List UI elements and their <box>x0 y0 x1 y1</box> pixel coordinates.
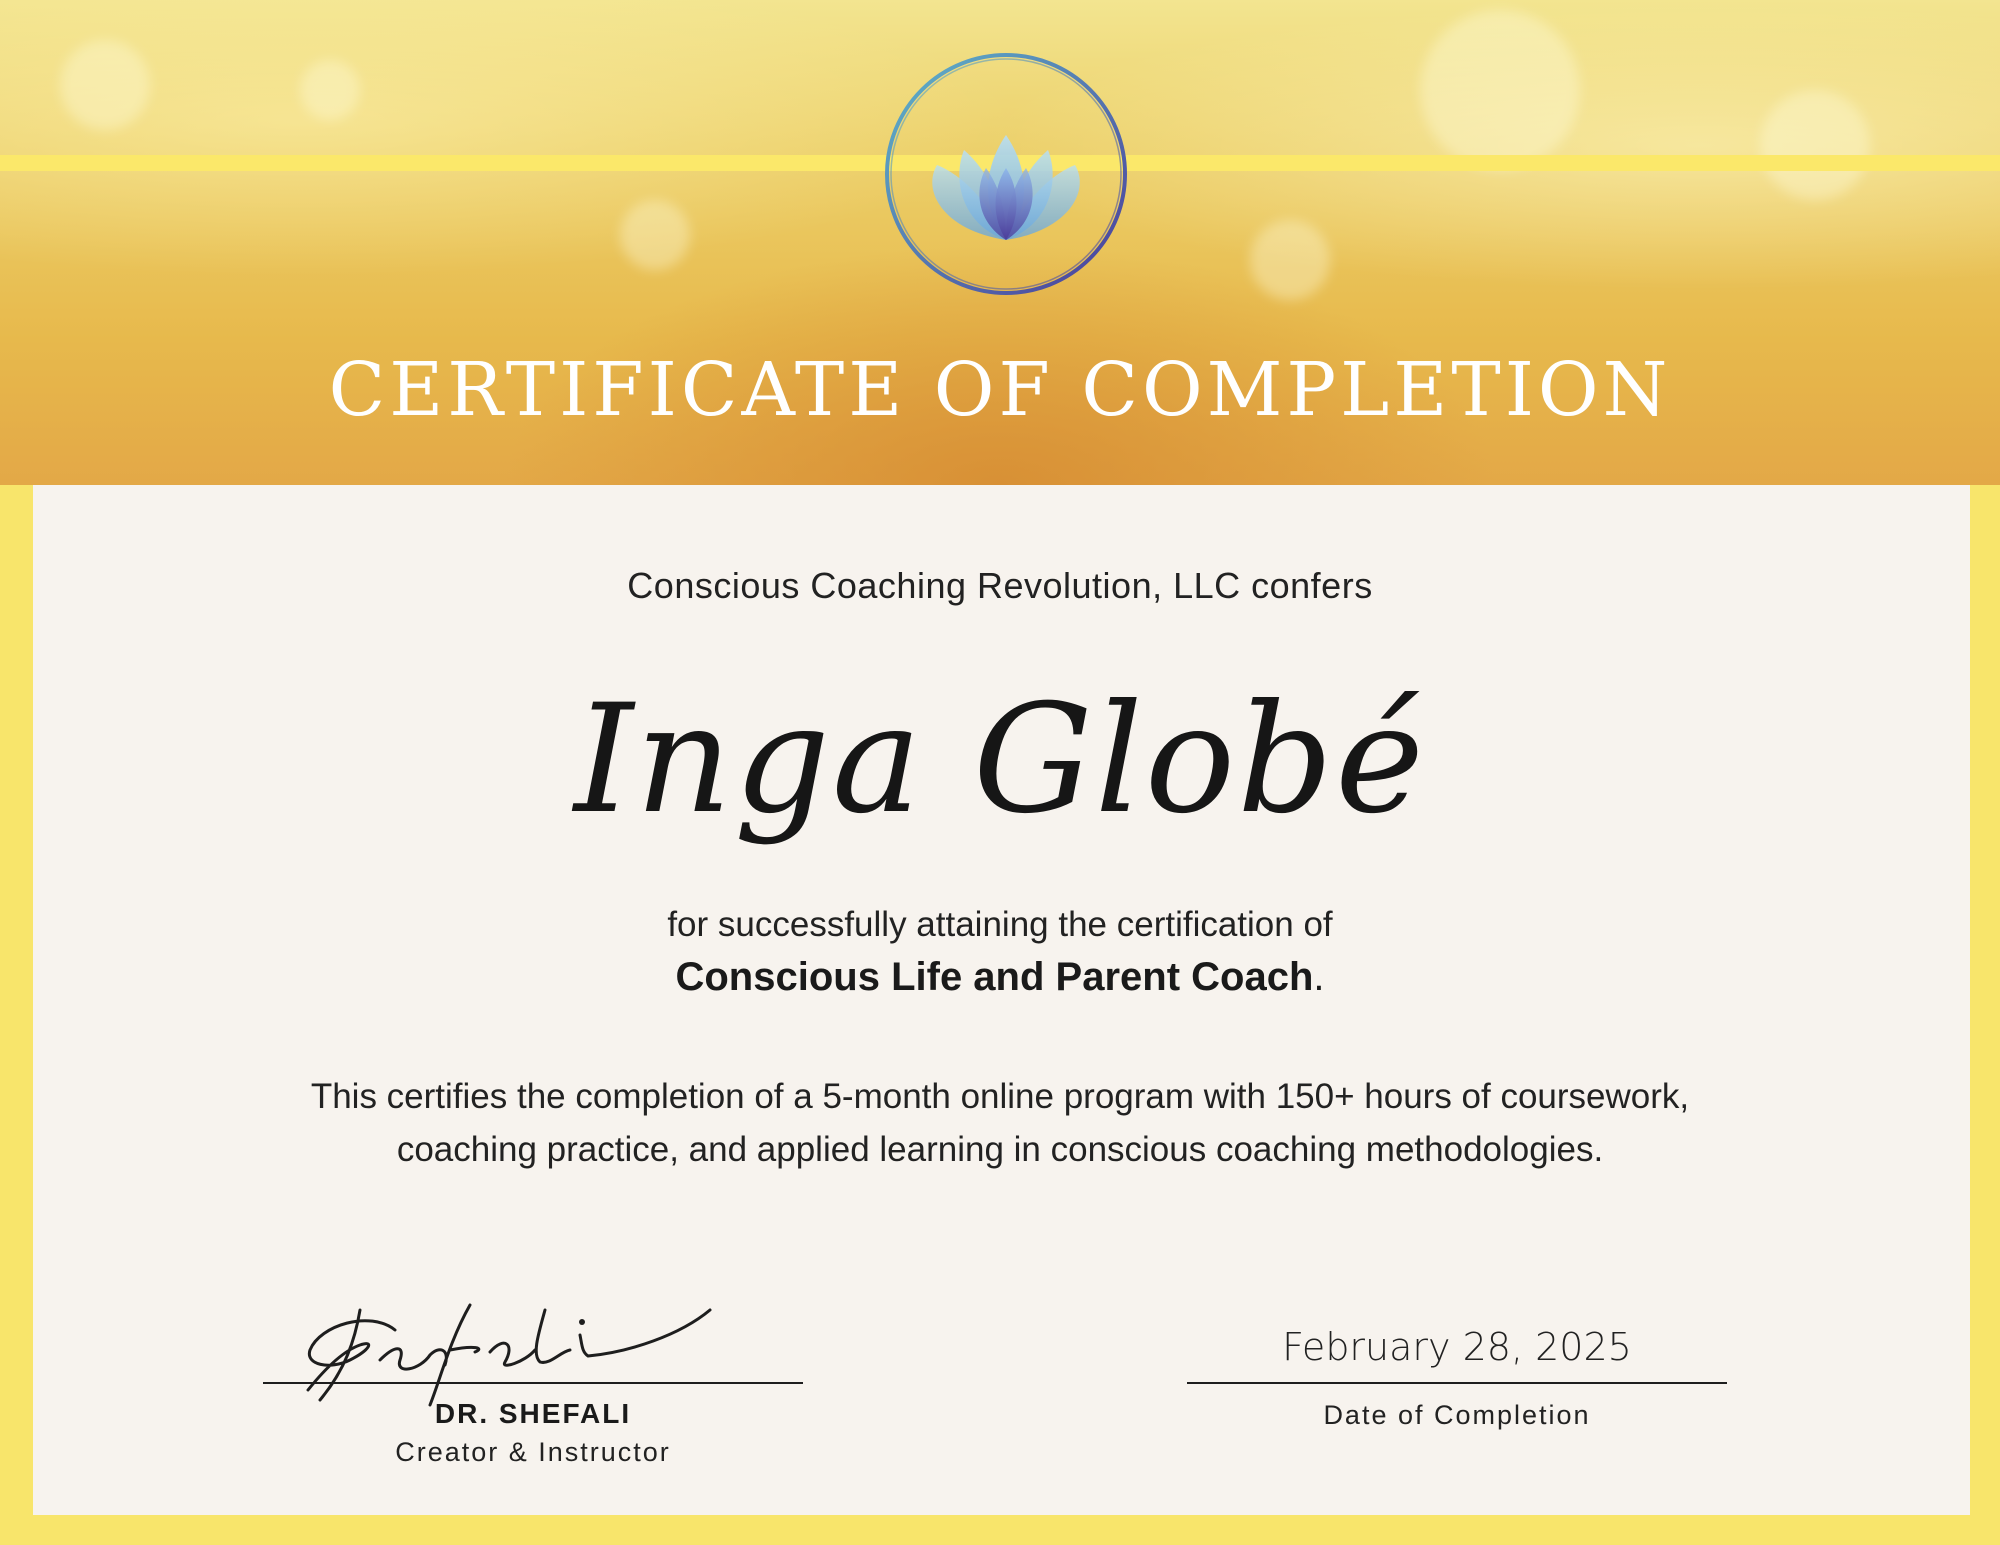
certification-title <box>0 955 2000 1000</box>
bokeh-light <box>1760 90 1870 200</box>
bokeh-light <box>1420 10 1580 170</box>
bokeh-light <box>1250 220 1330 300</box>
certification-name: Conscious Life and Parent Coach <box>675 955 1314 999</box>
completion-date: February 28, 2025 <box>1282 1325 1632 1369</box>
header-banner <box>0 0 2000 485</box>
lotus-icon <box>882 50 1130 298</box>
description <box>0 1070 2000 1176</box>
date-line <box>1187 1382 1727 1384</box>
for-text: for successfully attaining the certification of <box>667 905 1333 944</box>
certificate-title: CERTIFICATE OF COMPLETION <box>328 347 1672 433</box>
issuer-text: Conscious Coaching Revolution, LLC confers <box>627 565 1373 606</box>
bokeh-light <box>620 200 690 270</box>
signature-line <box>263 1382 803 1384</box>
signer-name: DR. SHEFALI <box>434 1398 632 1429</box>
bokeh-light <box>300 60 360 120</box>
signature-image <box>300 1290 770 1410</box>
description-line-2: coaching practice, and applied learning in conscious coaching methodologies. <box>396 1130 1604 1169</box>
certification-period: . <box>1313 955 1325 999</box>
signer-role: Creator & Instructor <box>395 1437 671 1467</box>
description-line-1: This certifies the completion of a 5-month online program with 150+ hours of coursework, <box>310 1077 1690 1116</box>
date-label: Date of Completion <box>1323 1400 1591 1430</box>
recipient-name: Inga Globé <box>574 673 1426 847</box>
bokeh-light <box>60 40 150 130</box>
